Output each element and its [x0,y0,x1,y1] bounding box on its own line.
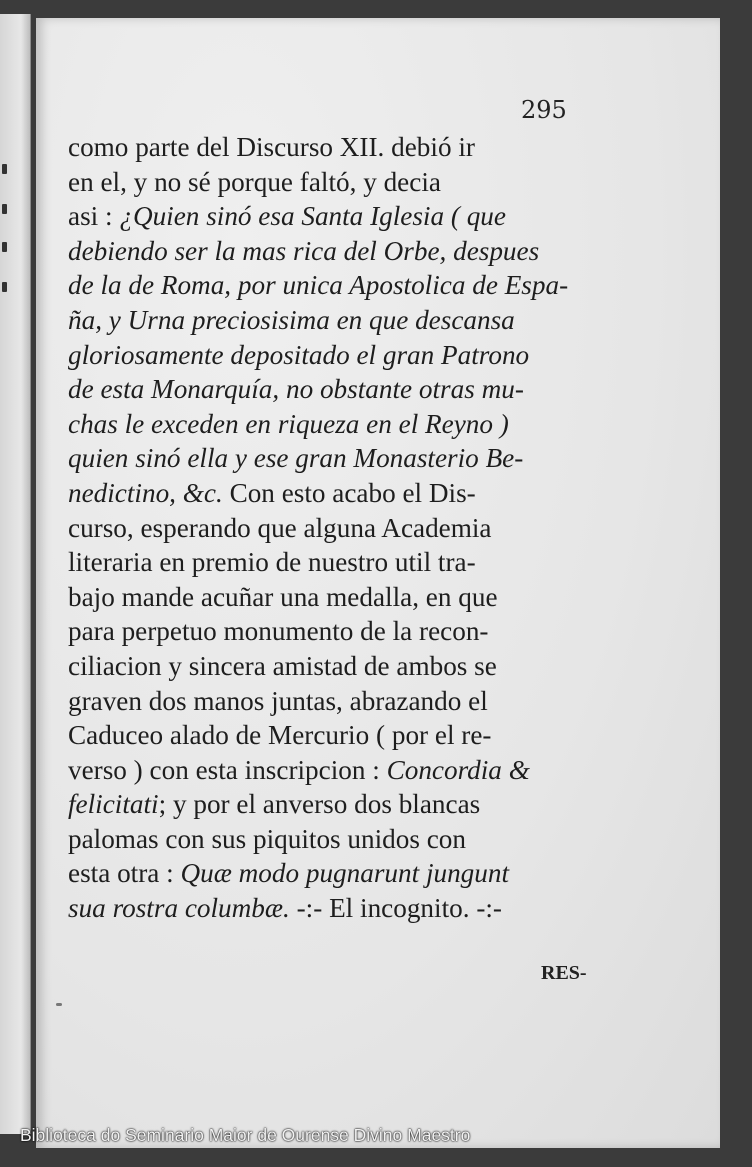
italic-text-segment: Quæ modo pugnarunt jungunt [180,858,510,889]
text-segment: literaria en premio de nuestro util tra- [68,547,476,578]
text-segment: como parte del Discurso XII. debió ir [68,132,475,162]
text-segment: Caduceo alado de Mercurio ( por el re- [68,720,492,751]
text-line [68,338,630,373]
italic-text-segment: quien sinó ella y ese gran Monasterio Be- [68,443,524,474]
text-segment: asi : [68,201,120,232]
edge-ink-mark [2,204,7,214]
text-line [68,407,630,442]
text-line [68,511,630,546]
text-segment: en el, y no sé porque faltó, y decia [68,166,441,197]
italic-text-segment: de esta Monarquía, no obstante otras mu- [68,374,524,405]
text-line [68,199,630,234]
text-line [68,753,630,788]
text-line [68,268,630,303]
text-line [68,614,630,649]
text-line [68,822,630,857]
text-line [68,718,630,753]
text-line [68,891,630,926]
text-segment: para perpetuo monumento de la recon- [68,616,489,647]
italic-text-segment: ¿Quien sinó esa Santa Iglesia ( que [119,201,506,232]
italic-text-segment: ña, y Urna preciosisima en que descansa [68,304,515,335]
text-line [68,372,630,407]
italic-text-segment: felicitati [68,789,159,820]
catchword: RES- [541,962,587,984]
text-line [68,441,630,476]
text-line [68,476,630,511]
edge-ink-mark [2,242,7,252]
text-line [68,234,630,269]
text-segment: bajo mande acuñar una medalla, en que [68,581,498,612]
text-segment: curso, esperando que alguna Academia [68,512,492,543]
edge-ink-mark [2,282,7,292]
text-line [68,649,630,684]
text-segment: Con esto acabo el Dis- [229,477,476,508]
text-line [68,165,630,200]
text-segment: ; y por el anverso dos blancas [158,789,481,820]
body-text [68,130,630,926]
italic-text-segment: de la de Roma, por unica Apostolica de Espa- [68,270,569,301]
italic-text-segment: debiendo ser la mas rica del Orbe, despues [68,235,540,266]
text-segment: ciliacion y sincera amistad de ambos se [68,650,497,681]
text-line [68,303,630,338]
italic-text-segment: Concordia & [386,754,530,785]
italic-text-segment: chas le exceden en riqueza en el Reyno ) [68,408,509,439]
text-line [68,856,630,891]
text-line [68,684,630,719]
text-segment: -:- El incognito. -:- [296,893,502,924]
text-segment: esta otra : [68,858,181,889]
text-segment: palomas con sus piquitos unidos con [68,823,466,854]
italic-text-segment: gloriosamente depositado el gran Patrono [68,339,530,370]
italic-text-segment: nedictino, &c. [68,477,230,508]
italic-text-segment: sua rostra columbæ. [68,893,297,924]
text-segment: graven dos manos juntas, abrazando el [68,685,488,716]
previous-page-edge [0,14,31,1134]
text-line [68,580,630,615]
library-watermark: Biblioteca do Seminario Maior de Ourense Divino Maestro [20,1125,471,1145]
text-segment: verso ) con esta inscripcion : [68,754,387,785]
edge-ink-mark [2,164,7,174]
text-line [68,787,630,822]
page-number: 295 [521,96,567,124]
text-line [68,545,630,580]
book-page [36,18,720,1148]
text-line [68,130,630,165]
paper-speck [56,1003,62,1006]
